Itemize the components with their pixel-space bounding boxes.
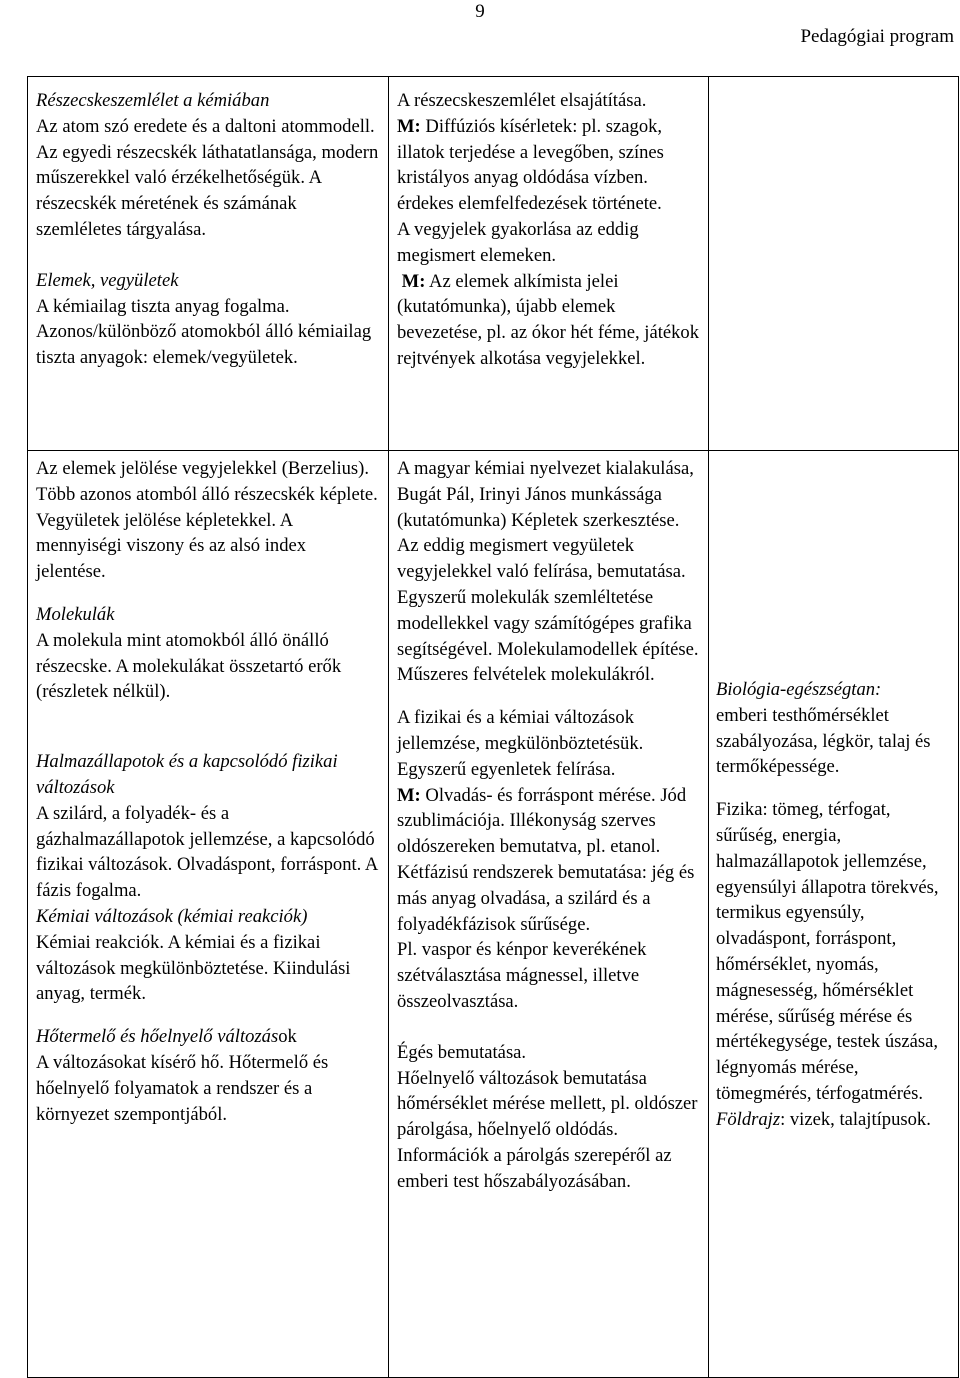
method-label: M: bbox=[401, 270, 426, 292]
topic-heading: Elemek, vegyületek bbox=[36, 269, 179, 291]
activity-text: Pl. vaspor és kénpor keverékének szétválasztása mágnessel, illetve összeolvasztása. bbox=[397, 939, 647, 1012]
connection-text: emberi testhőmérséklet szabályozása, légkör, talaj és termőképessége. bbox=[716, 704, 931, 778]
connection-text: Fizika: tömeg, térfogat, sűrűség, energia, halmazállapotok jellemzése, egyensúlyi állapotra törekvés, termikus egyensúly, olvadáspont, forráspont, hőmérséklet, nyomás, mágnesesség, hőmérséklet mérése, sűrűség mérése és mértékegysége, testek úszása, légnyomás mérése, tömegmérés, térfogatmérés. bbox=[716, 799, 939, 1104]
subject-heading: Földrajz bbox=[716, 1108, 781, 1130]
topic-text: A szilárd, a folyadék- és a gázhalmazállapotok jellemzése, a kapcsolódó fizikai változások. Olvadáspont, forráspont. A fázis fogalma. bbox=[36, 802, 378, 902]
topic-heading-rest: ok bbox=[278, 1026, 297, 1048]
activity-text bbox=[397, 269, 700, 372]
connection-text-body: : vizek, talajtípusok. bbox=[780, 1108, 931, 1130]
curriculum-table bbox=[27, 76, 959, 1378]
table-row bbox=[28, 77, 959, 451]
method-label: M: bbox=[397, 784, 421, 806]
topic-text: A molekula mint atomokból álló önálló részecske. A molekulákat összetartó erők (részletek nélkül). bbox=[36, 629, 342, 703]
activity-text-body: Diffúziós kísérletek: pl. szagok, illatok terjedése a levegőben, színes kristályos anyag oldódása vízben. bbox=[397, 115, 664, 189]
content-cell bbox=[28, 77, 389, 451]
topic-text: Az elemek jelölése vegyjelekkel (Berzelius). Több azonos atomból álló részecskék képlete. Vegyületek jelölése képletekkel. A mennyiségi viszony és az alsó index jelentése. bbox=[36, 458, 378, 583]
activity-text: Égés bemutatása. bbox=[397, 1041, 527, 1063]
header-title: Pedagógiai program bbox=[800, 26, 954, 47]
topic-heading: Molekulák bbox=[36, 603, 115, 625]
topic-heading: Halmazállapotok és a kapcsolódó fizikai változások bbox=[36, 751, 338, 798]
topic-heading-italic: Hőtermelő és hőelnyelő változás bbox=[36, 1026, 279, 1048]
activity-text: Hőelnyelő változások bemutatása hőmérséklet mérése mellett, pl. oldószer párolgása, hőelnyelő oldódás. Információk a párolgás szerepéről az emberi test hőszabályozásában. bbox=[397, 1067, 698, 1192]
activity-text: érdekes elemfelfedezések története. bbox=[397, 193, 662, 215]
activity-text: A vegyjelek gyakorlása az eddig megismert elemeken. bbox=[397, 218, 639, 266]
activity-text bbox=[397, 114, 700, 191]
activity-cell bbox=[389, 451, 709, 1378]
activity-text-body: Az elemek alkímista jelei (kutatómunka), újabb elemek bevezetése, pl. az ókor hét féme, játékok rejtvények alkotása vegyjelekkel. bbox=[397, 270, 700, 369]
topic-heading: Részecskeszemlélet a kémiában bbox=[36, 90, 270, 111]
connections-cell bbox=[709, 451, 959, 1378]
connection-text bbox=[716, 1107, 952, 1133]
table-row bbox=[28, 451, 959, 1378]
topic-text: Az atom szó eredete és a daltoni atommodell. Az egyedi részecskék láthatatlansága, modern műszerekkel való érzékelhetőségük. A részecskék méretének és számának szemléletes tárgyalása. bbox=[36, 115, 379, 240]
activity-text: A részecskeszemlélet elsajátítása. bbox=[397, 90, 647, 111]
activity-cell bbox=[389, 77, 709, 451]
page-number: 9 bbox=[475, 1, 485, 22]
topic-heading bbox=[36, 1024, 380, 1050]
activity-text: A fizikai és a kémiai változások jellemzése, megkülönböztetésük. Egyszerű egyenletek felírása. bbox=[397, 707, 644, 780]
subject-heading: Biológia-egészségtan: bbox=[716, 679, 882, 700]
topic-text: A változásokat kísérő hő. Hőtermelő és hőelnyelő folyamatok a rendszer és a környezet szempontjából. bbox=[36, 1051, 329, 1125]
content-cell bbox=[28, 451, 389, 1378]
method-label: M: bbox=[397, 115, 421, 137]
topic-heading: Kémiai változások (kémiai reakciók) bbox=[36, 905, 308, 927]
activity-text bbox=[397, 783, 700, 938]
topic-text: Kémiai reakciók. A kémiai és a fizikai változások megkülönböztetése. Kiindulási anyag, termék. bbox=[36, 931, 351, 1005]
activity-text-body: Olvadás- és forráspont mérése. Jód szublimációja. Illékonyság szerves oldószereken bemutatva, pl. etanol. Kétfázisú rendszerek bemutatása: jég és más anyag olvadása, a szilárd és a folyadékfázisok sűrűsége. bbox=[397, 784, 695, 935]
activity-text: A magyar kémiai nyelvezet kialakulása, Bugát Pál, Irinyi János munkássága (kutatómunka) Képletek szerkesztése. Az eddig megismert vegyületek vegyjelekkel való felírása, bemutatása. Egyszerű molekulák szemléltetése modellekkel vagy számítógépes grafika segítségével. Molekulamodellek építése. Műszeres felvételek molekulákról. bbox=[397, 458, 699, 686]
topic-text: A kémiailag tiszta anyag fogalma. Azonos/különböző atomokból álló kémiailag tiszta anyagok: elemek/vegyületek. bbox=[36, 295, 372, 369]
connections-cell bbox=[709, 77, 959, 451]
